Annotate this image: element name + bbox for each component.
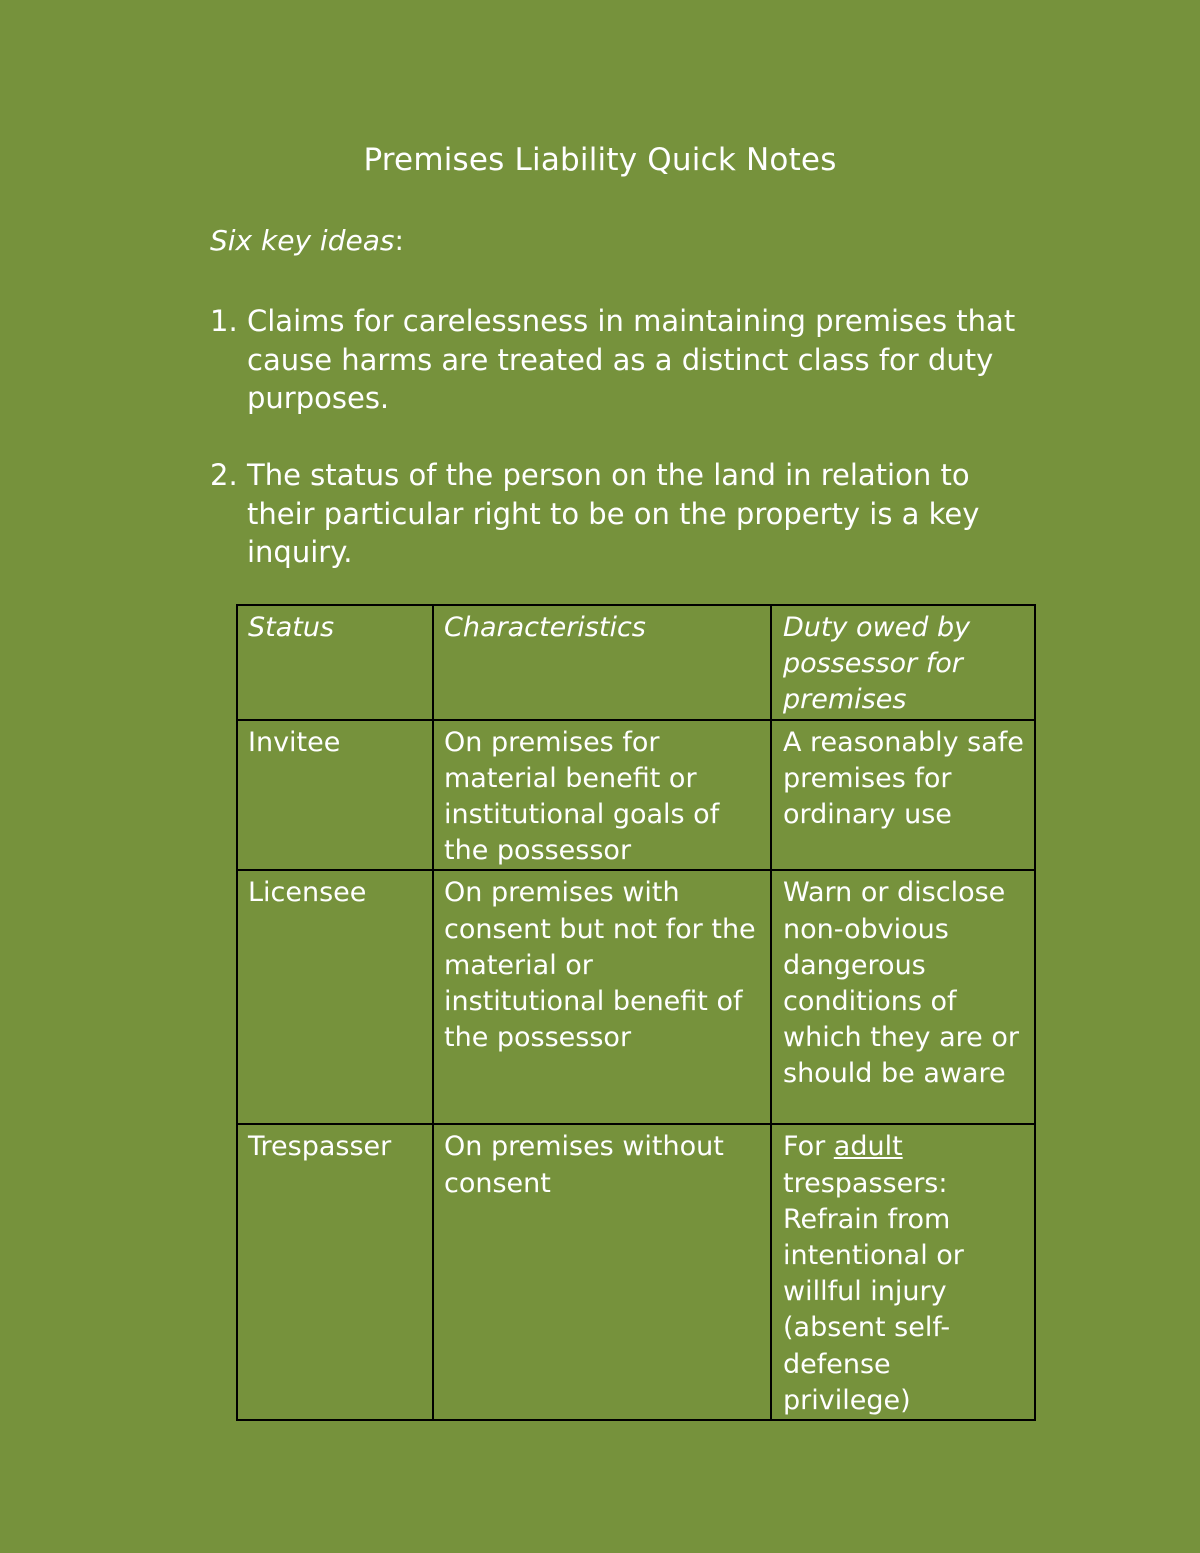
list-item-1: [210, 302, 1030, 418]
duty-cell: A reasonably safe premises for ordinary use: [771, 720, 1035, 871]
table-row: [237, 720, 1035, 871]
intro-colon: :: [394, 224, 404, 257]
list-number: 1.: [210, 304, 238, 338]
intro-text: Six key ideas: [210, 224, 395, 257]
header-status: Status: [237, 605, 433, 720]
table-header-row: [237, 605, 1035, 720]
list-number: 2.: [210, 458, 238, 492]
duty-underlined-word: adult: [833, 1131, 903, 1163]
status-cell: Trespasser: [237, 1124, 433, 1420]
characteristics-cell: On premises without consent: [433, 1124, 771, 1420]
duty-cell: [771, 1124, 1035, 1420]
list-item-text: The status of the person on the land in relation to their particular right to be on the property is a key inquiry.: [247, 458, 980, 569]
list-item-2: [210, 456, 1030, 572]
intro-line: [210, 224, 404, 257]
header-duty: Duty owed by possessor for premises: [771, 605, 1035, 720]
table-row: [237, 870, 1035, 1124]
status-duty-table: [236, 604, 1036, 1421]
characteristics-cell: On premises with consent but not for the material or institutional benefit of the possessor: [433, 870, 771, 1124]
header-characteristics: Characteristics: [433, 605, 771, 720]
status-cell: Invitee: [237, 720, 433, 871]
table-row: [237, 1124, 1035, 1420]
duty-prefix: For: [783, 1131, 834, 1163]
duty-suffix: trespassers: Refrain from intentional or willful injury (absent self-defense privilege): [783, 1167, 964, 1416]
duty-cell: Warn or disclose non-obvious dangerous conditions of which they are or should be aware: [771, 870, 1035, 1124]
document-title: Premises Liability Quick Notes: [363, 142, 837, 178]
list-item-text: Claims for carelessness in maintaining premises that cause harms are treated as a distinct class for duty purposes.: [247, 304, 1016, 415]
characteristics-cell: On premises for material benefit or institutional goals of the possessor: [433, 720, 771, 871]
status-cell: Licensee: [237, 870, 433, 1124]
